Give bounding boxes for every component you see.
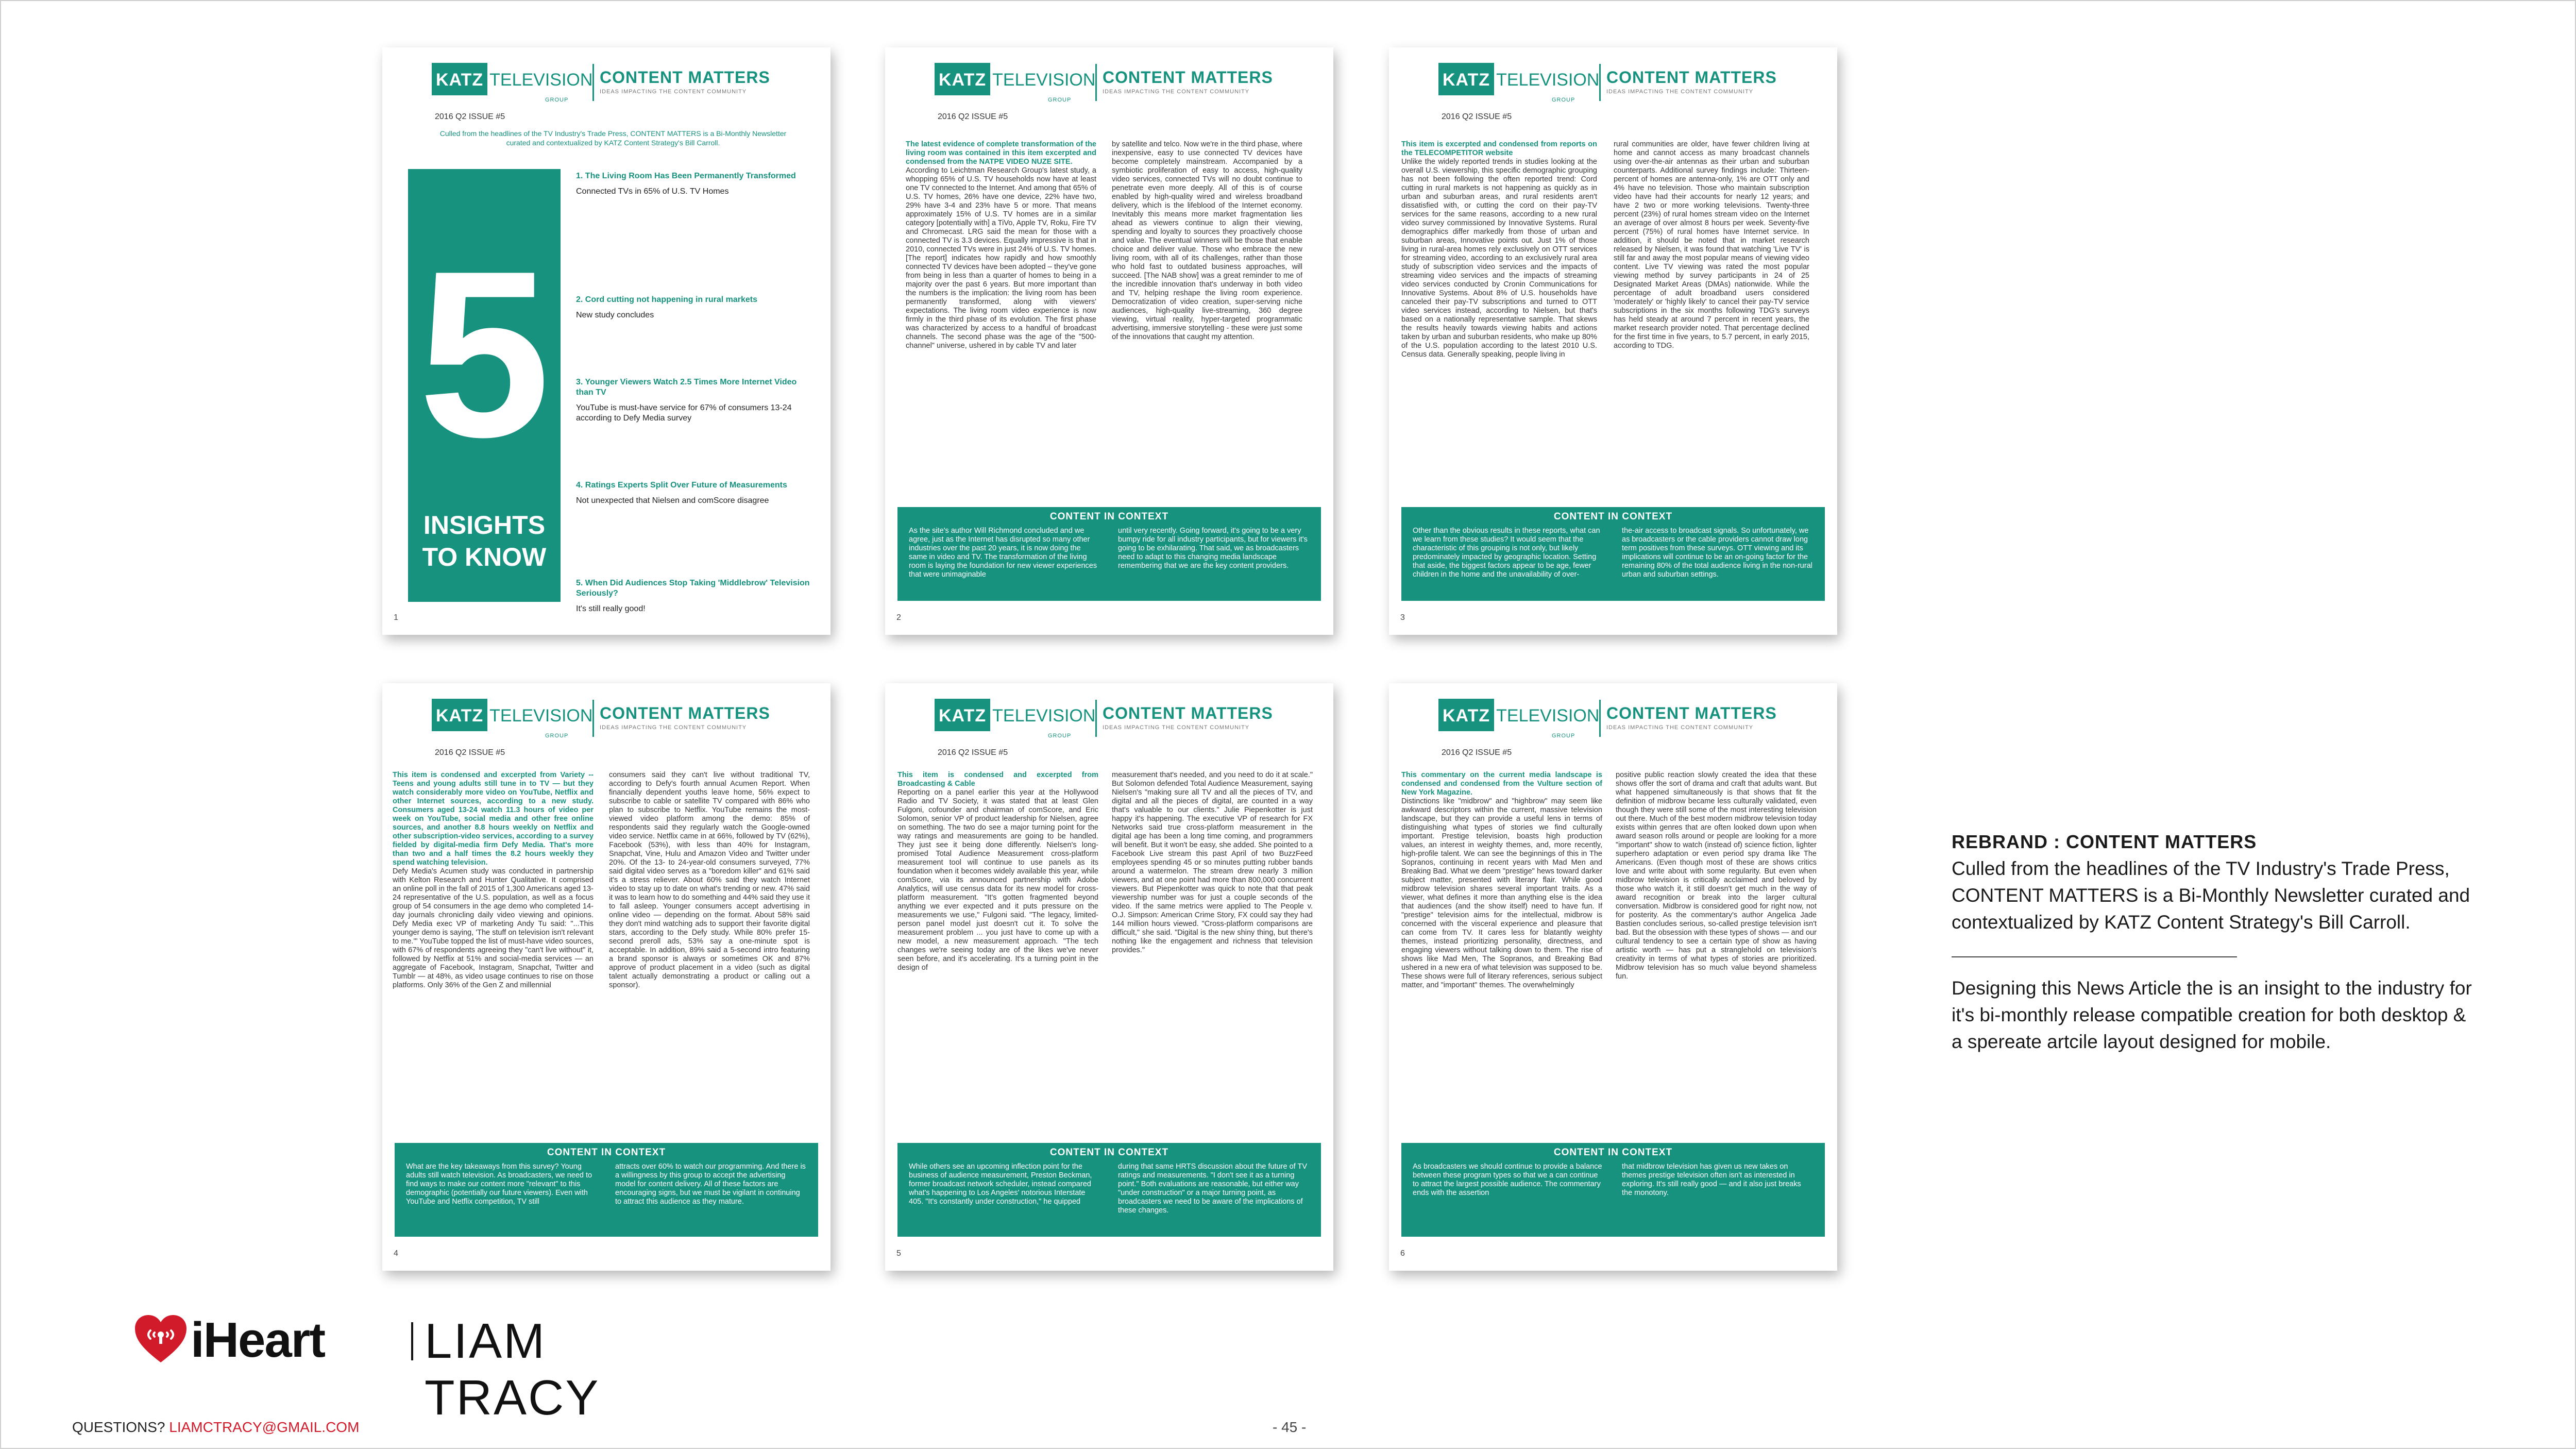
- article-lead: This item is excerpted and condensed from reports on the TELECOMPETITOR website: [1401, 140, 1597, 157]
- article-lead: This item is condensed and excerpted from Broadcasting & Cable: [897, 771, 1098, 788]
- katz-logo: KATZ TELEVISION: [935, 63, 1095, 110]
- article-body: positive public reaction slowly created the idea that these shows offer the sort of drama and craft that adults want. But what happened simultaneously is that shows that fit the definition of midbrow became less culturally validated, even though they were still some of the most interesting television out there. Much of the best modern midbrow television today exists within genres that are often looked down upon when award season rolls around or people are looking for a more "important" show to watch (instead of) science fiction, lighter superhero adaptation or even period spy drama like The Americans. (Even though most of these are shows critics love and write about with some regularity. But even when midbrow television is critically acclaimed and beloved by those who watch it, it still doesn't get much in the way of award recognition or break into the larger cultural conversation. Midbrow is considered good for right now, not for posterity. As the commentary's author Angelica Jade Bastien concludes serious, so-called prestige television isn't bad. But the obsession with these types of shows — and our cultural tendency to see a certain type of show as having artistic worth — has put a stranglehold on television's creativity in terms of what types of stories are prioritized. Midbrow television has so much value beyond shameless fun.: [1616, 771, 1817, 981]
- content-matters-title: CONTENT MATTERS: [600, 68, 770, 87]
- page-header: [935, 699, 1295, 761]
- katz-logo: KATZ TELEVISION: [432, 699, 592, 746]
- article-column-right: [1112, 140, 1302, 342]
- header-divider: [1095, 64, 1097, 101]
- content-matters-title: CONTENT MATTERS: [1103, 68, 1273, 87]
- project-details: Designing this News Article the is an insight to the industry for it's bi-monthly release compatible creation for both desktop & a spereate artcile layout designed for mobile.: [1952, 978, 2472, 1052]
- content-matters-title: CONTENT MATTERS: [600, 704, 770, 722]
- tagline: IDEAS IMPACTING THE CONTENT COMMUNITY: [600, 724, 747, 731]
- logo-group-label: GROUP: [1552, 733, 1575, 739]
- issue-label: 2016 Q2 ISSUE #5: [938, 112, 1008, 121]
- designer-name: LIAM TRACY: [425, 1313, 600, 1425]
- project-summary: Culled from the headlines of the TV Industry's Trade Press, CONTENT MATTERS is a Bi-Monthly Newsletter curated and contextualized by KATZ Content Strategy's Bill Carroll.: [1952, 858, 2470, 933]
- article-body: Reporting on a panel earlier this year at the Hollywood Radio and TV Society, it was stated that at least Glen Fulgoni, cofounder and chairman of comScore, and Eric Solomon, senior VP of product leadership for Nielsen, agree on something. The two do see a major turning point for the way ratings and measurements are going to be handled. They just see it being done differently. Nielsen's long-promised Total Audience Measurement cross-platform measurement tool will continue to use panels as its foundation when it becomes widely available this year, while comScore, via its announced partnership with Adobe Analytics, will use census data for its new model for cross-platform measurement. "It's gotten fragmented beyond anything we ever expected and it puts pressure on the measurements we use," Fulgoni said. "The legacy, limited-person panel model just doesn't cut it. To solve the measurement problem ... you just have to come up with a new model, a new measurement approach. "The tech changes we're seeing today are of the likes we've never seen before, and it's accelerating. It's a turning point in the design of: [897, 788, 1098, 972]
- logo-group-label: GROUP: [1048, 97, 1072, 103]
- context-text-left: While others see an upcoming inflection point for the business of audience measurement, Preston Beckman, former broadcast network scheduler, instead compared what's happening to Los Angeles' notorious Interstate 405. "It's constantly under construction," he quipped: [909, 1162, 1092, 1206]
- iheart-logo-icon: [133, 1313, 189, 1364]
- header-divider: [1599, 64, 1601, 101]
- content-in-context-box: [395, 1143, 818, 1237]
- tagline: IDEAS IMPACTING THE CONTENT COMMUNITY: [1606, 724, 1754, 731]
- context-text-right: attracts over 60% to watch our programming. And there is a willingness by this group to accept the advertising model for content delivery. All of these factors are encouraging signs, but we must be vigilant in continuing to attract this audience as they mature.: [615, 1162, 806, 1206]
- project-heading: REBRAND : CONTENT MATTERS: [1952, 831, 2257, 852]
- tagline: IDEAS IMPACTING THE CONTENT COMMUNITY: [1103, 724, 1250, 731]
- insight-list: [576, 171, 813, 635]
- content-matters-title: CONTENT MATTERS: [1606, 68, 1777, 87]
- issue-label: 2016 Q2 ISSUE #5: [938, 748, 1008, 757]
- article-body: Defy Media's Acumen study was conducted in partnership with Kelton Research and Hunter Qualitative. It comprised an online poll in the fall of 2015 of 1,300 Americans aged 13-24 representative of the U.S. population, as well as a focus group of 54 consumers in the age demo who completed 14-day journals chronicling daily video viewing and opinions. Defy Media exec VP of marketing Andy Tu said: "...This younger demo is saying, 'The stuff on television isn't relevant to me.'" YouTube topped the list of must-have video sources, with 67% of respondents agreeing they "can't live without" it, followed by Netflix at 51% and social-media services — an aggregate of Facebook, Instagram, Snapchat, Twitter and Tumblr — at 48%, as video usage continues to rise on those platforms. Only 36% of the Gen Z and millennial: [393, 867, 594, 989]
- header-divider: [1599, 700, 1601, 737]
- page-number: 6: [1400, 1249, 1405, 1258]
- context-title: CONTENT IN CONTEXT: [1049, 511, 1169, 522]
- tagline: IDEAS IMPACTING THE CONTENT COMMUNITY: [1606, 89, 1754, 95]
- insights-panel: [408, 169, 561, 602]
- page-header: [935, 63, 1295, 125]
- page-number: 1: [394, 613, 398, 622]
- article-column-left: [1401, 140, 1597, 359]
- brand-divider: [411, 1322, 413, 1360]
- article-lead: The latest evidence of complete transformation of the living room was contained in this item excerpted and condensed from the NATPE VIDEO NUZE SITE.: [906, 140, 1096, 166]
- newsletter-page-6: [1389, 683, 1837, 1271]
- insight-item: 2. Cord cutting not happening in rural markets New study concludes: [576, 295, 758, 319]
- newsletter-page-3: [1389, 47, 1837, 635]
- insight-item: 4. Ratings Experts Split Over Future of Measurements Not unexpected that Nielsen and comScore disagree: [576, 481, 787, 505]
- newsletter-page-5: [885, 683, 1333, 1271]
- article-column-right: [1614, 140, 1809, 350]
- context-text-left: Other than the obvious results in these reports, what can we learn from these studies? It would seem that the characteristic of this grouping is not only, but likely predominately impacted by geographic location. Setting that aside, the biggest factors appear to be age, fewer children in the home and the unavailability of over-: [1413, 527, 1600, 579]
- article-column-left: [906, 140, 1096, 350]
- article-body: Distinctions like "midbrow" and "highbrow" may seem like awkward descriptors within the current, massive television landscape, but they can provide a useful lens in terms of distinguishing what types of stories we find culturally important. Prestige television, boasts high production values, an interest in weighty themes, and, more recently, high-profile talent. We can see the beginnings of this in The Sopranos, continuing in recent years with Mad Men and Breaking Bad. What we deem "prestige" hews toward darker subject matter, presented with literary flair. While good midbrow television shares several important traits. As a viewer, what defines it more than anything else is the idea that audiences (and the show itself) need to have fun. If "prestige" television aims for the intellectual, midbrow is concerned with the visceral experience and pleasure that can come from TV. It cares less for blatantly weighty themes, instead prioritizing personality, directness, and engaging viewers without talking down to them. The rise of shows like Mad Men, The Sopranos, and Breaking Bad ushered in a new era of what television was supposed to be. These shows were full of literary references, serious subject matter, and "important" themes. The overwhelmingly: [1401, 797, 1602, 989]
- article-body: by satellite and telco. Now we're in the third phase, where inexpensive, easy to use connected TV devices have become completely mainstream. Accompanied by a symbiotic proliferation of easy to access, high-quality video services, connected TVs will no doubt continue to penetrate even more deeply. All of this is of course enabled by high-quality wired and wireless broadband delivery, which is the lifeblood of the Internet economy. Inevitably this means more market fragmentation lies ahead as viewers continue to align their viewing, spending and loyalty to sources they proactively choose and value. The eventual winners will be those that enable choice and deliver value. Those who embrace the new living room, with all of its challenges, rather than those who hold fast to outdated business approaches, will succeed. [The NAB show] was a great reminder to me of the incredible innovation that's underway in both video and TV, helping reshape the living room experience. Democratization of video creation, super-serving niche audiences, high-quality live-streaming, 360 degree viewing, virtual reality, hyper-targeted programmatic advertising, immersive storytelling - these were just some of the innovations that caught my attention.: [1112, 140, 1302, 341]
- newsletter-page-1: [382, 47, 831, 635]
- insight-item: 5. When Did Audiences Stop Taking 'Middlebrow' Television Seriously? It's still really good!: [576, 579, 810, 613]
- katz-logo: KATZ TELEVISION: [1438, 699, 1599, 746]
- context-title: CONTENT IN CONTEXT: [1553, 511, 1673, 522]
- context-text-left: As broadcasters we should continue to provide a balance between these program types so that we a can continue to attract the largest possible audience. The commentary ends with the assertion: [1413, 1162, 1602, 1197]
- content-in-context-box: [1401, 1143, 1825, 1237]
- header-divider: [592, 64, 594, 101]
- page-header: [432, 699, 792, 761]
- context-title: CONTENT IN CONTEXT: [1049, 1147, 1169, 1158]
- content-in-context-box: [1401, 507, 1825, 601]
- issue-label: 2016 Q2 ISSUE #5: [1442, 112, 1512, 121]
- article-column-right: [1112, 771, 1313, 955]
- newsletter-page-2: [885, 47, 1333, 635]
- article-column-left: [1401, 771, 1602, 990]
- contact-line: [72, 1419, 359, 1436]
- project-description: [1952, 829, 2539, 1055]
- context-title: CONTENT IN CONTEXT: [1553, 1147, 1673, 1158]
- page-number: 3: [1400, 613, 1405, 622]
- insights-label: INSIGHTS TO KNOW: [422, 511, 547, 571]
- tagline: IDEAS IMPACTING THE CONTENT COMMUNITY: [600, 89, 747, 95]
- content-matters-title: CONTENT MATTERS: [1103, 704, 1273, 722]
- katz-logo: KATZ TELEVISION: [432, 63, 592, 110]
- context-text-right: that midbrow television has given us new takes on themes prestige television often isn't as interested in exploring. It's still really good — and it also just breaks the monotony.: [1622, 1162, 1801, 1197]
- logo-group-label: GROUP: [545, 733, 569, 739]
- questions-label: QUESTIONS?: [72, 1419, 165, 1435]
- insight-item: 1. The Living Room Has Been Permanently Transformed Connected TVs in 65% of U.S. TV Homes: [576, 172, 796, 196]
- page-header: [1438, 699, 1799, 761]
- iheart-wordmark: iHeart: [191, 1312, 325, 1368]
- article-lead: This commentary on the current media landscape is condensed and condensed from the Vulture section of New York Magazine.: [1401, 771, 1602, 797]
- context-text-left: What are the key takeaways from this survey? Young adults still watch television. As broadcasters, we need to find ways to make our content more "relevant" to this demographic (potentially our future viewers). Even with YouTube and Netflix competition, TV still: [406, 1162, 592, 1206]
- article-body: Unlike the widely reported trends in studies looking at the overall U.S. viewership, this specific demographic grouping has not been following the often reported trend: Cord cutting in rural markets is not happening as quickly as in urban and suburban areas, and rural residents aren't dissatisfied with, or cutting the cord on their pay-TV services for the same reasons, according to a new rural video survey commissioned by Innovative Systems. Rural demographics differ markedly from those of urban and suburban areas, Innovative points out. Just 1% of those living in rural-area homes rely exclusively on OTT services for streaming video, according to an exclusively rural area study of subscription video services and the impacts of streaming video services and the impacts of streaming video services conducted by Cronin Communications for Innovative Systems. About 8% of U.S. households have canceled their pay-TV subscriptions and turned to OTT video services instead, according to Nielsen, but that's based on a nationally representative sample. That skews the results heavily towards viewing habits and actions taken by urban and suburban residents, who make up 80% of the U.S. population according to the latest 2010 U.S. Census data. Generally speaking, people living in: [1401, 158, 1597, 359]
- newsletter-page-4: [382, 683, 831, 1271]
- article-column-left: [897, 771, 1098, 972]
- context-text-left: As the site's author Will Richmond concluded and we agree, just as the Internet has disrupted so many other industries over the past 20 years, it is now doing the same in video and TV. The transformation of the living room is laying the foundation for new viewer experiences that were unimaginable: [909, 527, 1097, 579]
- divider: [1952, 956, 2237, 957]
- logo-group-label: GROUP: [1552, 97, 1575, 103]
- logo-group-label: GROUP: [545, 97, 569, 103]
- header-divider: [592, 700, 594, 737]
- content-in-context-box: [897, 1143, 1321, 1237]
- article-column-right: [609, 771, 810, 990]
- article-body: rural communities are older, have fewer children living at home and cannot access as many broadcast channels using over-the-air antennas as their urban and suburban counterparts. Additional survey findings include: Thirteen-percent of homes are antenna-only, 1% are OTT only and 4% have no television. Those who maintain subscription video have had their accounts for nearly 12 years; and have 2 two or more working televisions. Twenty-three percent (23%) of rural homes stream video on the Internet an average of over almost 8 hours per week. Seventy-five percent (75%) of rural homes have Internet service. In addition, it should be noted that in market research released by Nielsen, it was found that watching 'Live TV' is still far and away the most popular means of viewing video content. Live TV viewing was rated the most popular viewing method by survey participants in 24 of 25 Designated Market Areas (DMAs) nationwide. While the percentage of adult broadband users considered 'moderately' or 'highly likely' to cancel their pay-TV service subscriptions in the six months following TDG's surveys has held steady at around 7 percent in recent years, the market research provider noted. That percentage declined for the first time in five years, to 5.7 percent, in early 2015, according to TDG.: [1614, 140, 1809, 350]
- article-column-right: [1616, 771, 1817, 981]
- big-number: 5: [418, 222, 550, 486]
- katz-logo: KATZ TELEVISION: [1438, 63, 1599, 110]
- logo-group-label: GROUP: [1048, 733, 1072, 739]
- page-number: 5: [896, 1249, 901, 1258]
- article-body: According to Leichtman Research Group's latest study, a whopping 65% of U.S. TV households now have at least one TV connected to the Internet. And among that 65% of U.S. TV homes, 26% have one device, 22% have two, 29% have 3-4 and 23% have 5 or more. That means approximately 15% of U.S. TV homes are in a similar category [potentially with] a TiVo, Apple TV, Roku, Fire TV and Chromecast. LRG said the mean for those with a connected TV is 3.3 devices. Equally impressive is that in 2010, connected TVs were in just 24% of U.S. TV homes. [The report] indicates how rapidly and how smoothly connected TV devices have been adopted – they've gone from being in less than a quarter of homes to being in a majority over the past 6 years. But more important than the numbers is the implication: the living room has been permanently transformed, along with viewers' expectations. The living room video experience is now firmly in the third phase of its evolution. The first phase was characterized by access to a handful of broadcast channels. The second phase was the age of the "500-channel" universe, ushered in by cable TV and later: [906, 166, 1096, 350]
- context-title: CONTENT IN CONTEXT: [547, 1147, 666, 1158]
- header-divider: [1095, 700, 1097, 737]
- content-matters-title: CONTENT MATTERS: [1606, 704, 1777, 722]
- page-number: 4: [394, 1249, 398, 1258]
- context-text-right: until very recently. Going forward, it's going to be a very bumpy ride for all industry participants, but for viewers it's going to be exhilarating. That said, we as broadcasters need to adapt to this changing media landscape remembering that we are the key content providers.: [1118, 527, 1308, 570]
- issue-label: 2016 Q2 ISSUE #5: [1442, 748, 1512, 757]
- context-text-right: the-air access to broadcast signals. So unfortunately, we as broadcasters or the cable providers cannot draw long term positives from these surveys. OTT viewing and its implications will continue to be an on-going factor for the remaining 80% of the total audience living in the non-rural urban and suburban settings.: [1622, 527, 1812, 579]
- tagline: IDEAS IMPACTING THE CONTENT COMMUNITY: [1103, 89, 1250, 95]
- article-body: consumers said they can't live without traditional TV, according to Defy's fourth annual Acumen Report. When financially dependent youths leave home, 56% expect to subscribe to cable or satellite TV compared with 86% who plan to subscribe to Netflix. YouTube remains the most-viewed video platform among the demo: 85% of respondents said they regularly watch the Google-owned video service. Netflix came in at 66%, followed by TV (62%), Facebook (53%), with less than 40% for Instagram, Snapchat, Vine, Hulu and Amazon Video and Twitter under 20%. Of the 13- to 24-year-old consumers surveyed, 77% said digital video serves as a "boredom killer" and 61% said it's a stress reliever. About 60% said they watch Internet video to stay up to date on what's trending or new. 47% said it was to learn how to do something and 44% said they use it to fall asleep. Younger consumers accept advertising in online video — depending on the format. About 58% said they don't mind watching ads to support their favorite digital stars, according to the Defy study. While 80% prefer 15-second preroll ads, 53% say a one-minute spot is acceptable. In addition, 89% said a 5-second intro featuring a brand sponsor is always or sometimes OK and 87% approve of product placement in a video (such as digital talent actually demonstrating a product or calling out a sponsor).: [609, 771, 810, 989]
- page-header: [432, 63, 792, 125]
- slide-page-number: - 45 -: [1273, 1419, 1307, 1435]
- contact-email[interactable]: LIAMCTRACY@GMAIL.COM: [169, 1419, 360, 1435]
- article-column-left: [393, 771, 594, 990]
- insight-item: 3. Younger Viewers Watch 2.5 Times More Internet Video than TV YouTube is must-have service for 67% of consumers 13-24 according to Defy Media survey: [576, 378, 797, 423]
- content-in-context-box: [897, 507, 1321, 601]
- issue-label: 2016 Q2 ISSUE #5: [435, 112, 505, 121]
- page-header: [1438, 63, 1799, 125]
- article-lead: This item is condensed and excerpted from Variety -- Teens and young adults still tune in to TV — but they watch considerably more video on YouTube, Netflix and other Internet sources, according to a new study. Consumers aged 13-24 watch 11.3 hours of video per week on YouTube, social media and other free online sources, and another 8.8 hours weekly on Netflix and other subscription-video services, according to a survey fielded by digital-media firm Defy Media. That's more than two and a half times the 8.2 hours weekly they spend watching television.: [393, 771, 594, 867]
- article-body: measurement that's needed, and you need to do it at scale." But Solomon defended Total Audience Measurement, saying Nielsen's "making sure all TV and all the pieces of TV, and digital and all the pieces of digital, are counted in a way that's valuable to our clients." Julie Piepenkotter is just happy it's happening. The executive VP of research for FX Networks said true cross-platform measurement in the digital age has been a long time coming, and programmers will benefit. But it won't be easy, she added. She pointed to a Facebook Live stream this past April of two BuzzFeed employees spending 45 or so minutes putting rubber bands around a watermelon. The stream drew nearly 3 million viewers, and at one point had more than 800,000 concurrent viewers. But Piepenkotter was quick to note that that peak viewership number was for just a couple seconds of the video. If the same metrics were applied to The People v. O.J. Simpson: American Crime Story, FX could say they had 144 million hours viewed. "Cross-platform comparisons are difficult," she said. "Digital is the new shiny thing, but there's nothing like the engagement and richness that television provides.": [1112, 771, 1313, 954]
- issue-label: 2016 Q2 ISSUE #5: [435, 748, 505, 757]
- intro-text: Culled from the headlines of the TV Industry's Trade Press, CONTENT MATTERS is a Bi-Monthly Newsletter curated and contextualized by KATZ Content Strategy's Bill Carroll.: [439, 129, 787, 147]
- page-number: 2: [896, 613, 901, 622]
- katz-logo: KATZ TELEVISION: [935, 699, 1095, 746]
- context-text-right: during that same HRTS discussion about the future of TV ratings and measurements. "I don't see it as a turning point." Both evaluations are reasonable, but either way "under construction" or a major turning point, as broadcasters we need to be aware of the implications of these changes.: [1118, 1162, 1307, 1215]
